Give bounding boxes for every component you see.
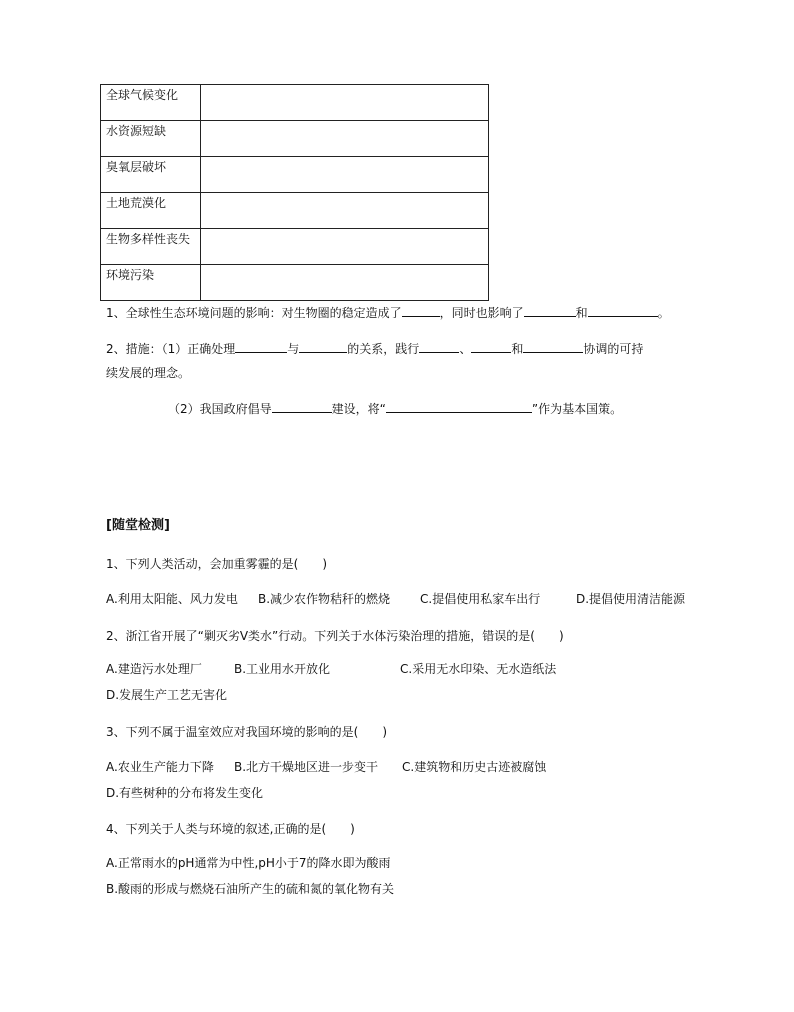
paragraph-measures: 2、措施：（1）正确处理 与 的关系，践行 、 和 协调的可持 xyxy=(106,342,644,356)
table-row xyxy=(101,229,489,265)
row-label: 土地荒漠化 xyxy=(101,193,201,229)
option[interactable]: C.采用无水印染、无水造纸法 xyxy=(400,662,557,676)
option[interactable]: B.北方干燥地区进一步变干 xyxy=(234,760,379,774)
option[interactable]: C.提倡使用私家车出行 xyxy=(420,592,541,606)
fill-blank[interactable] xyxy=(523,340,583,353)
answer-cell[interactable] xyxy=(201,265,489,301)
fill-blank[interactable] xyxy=(299,340,347,353)
answer-cell[interactable] xyxy=(201,157,489,193)
question-options xyxy=(106,850,691,902)
answer-cell[interactable] xyxy=(201,85,489,121)
answer-cell[interactable] xyxy=(201,229,489,265)
row-label: 生物多样性丧失 xyxy=(101,229,201,265)
fill-blank[interactable] xyxy=(272,400,332,413)
question-stem: 1、下列人类活动，会加重雾霾的是( ) xyxy=(106,557,327,571)
question-options xyxy=(106,754,691,806)
row-label: 臭氧层破坏 xyxy=(101,157,201,193)
option[interactable]: D.有些树种的分布将发生变化 xyxy=(106,786,264,800)
option[interactable]: B.减少农作物秸秆的燃烧 xyxy=(258,592,391,606)
table-row xyxy=(101,193,489,229)
option[interactable]: A.利用太阳能、风力发电 xyxy=(106,592,238,606)
question-stem: 4、下列关于人类与环境的叙述,正确的是( ) xyxy=(106,822,355,836)
option[interactable]: D.发展生产工艺无害化 xyxy=(106,688,228,702)
fill-blank[interactable] xyxy=(524,304,576,317)
question-options xyxy=(106,656,691,708)
answer-cell[interactable] xyxy=(201,121,489,157)
option[interactable]: A.建造污水处理厂 xyxy=(106,662,202,676)
fill-blank[interactable] xyxy=(402,304,440,317)
question-stem: 2、浙江省开展了“剿灭劣Ⅴ类水”行动。下列关于水体污染治理的措施，错误的是( ) xyxy=(106,629,564,643)
paragraph-measures-cont: 续发展的理念。 xyxy=(106,366,191,380)
paragraph-policy: （2）我国政府倡导 建设，将“ ”作为基本国策。 xyxy=(168,402,623,416)
row-label: 水资源短缺 xyxy=(101,121,201,157)
question-stem: 3、下列不属于温室效应对我国环境的影响的是( ) xyxy=(106,725,388,739)
table-row xyxy=(101,157,489,193)
fill-blank[interactable] xyxy=(471,340,511,353)
row-label: 环境污染 xyxy=(101,265,201,301)
table-row xyxy=(101,121,489,157)
table-row xyxy=(101,265,489,301)
table-row xyxy=(101,85,489,121)
option[interactable]: C.建筑物和历史古迹被腐蚀 xyxy=(402,760,547,774)
option[interactable]: A.农业生产能力下降 xyxy=(106,760,214,774)
option[interactable]: A.正常雨水的pH通常为中性,pH小于7的降水即为酸雨 xyxy=(106,856,391,870)
environment-issues-table xyxy=(100,84,489,301)
fill-blank[interactable] xyxy=(419,340,459,353)
section-title: [随堂检测] xyxy=(106,518,170,533)
option[interactable]: B.工业用水开放化 xyxy=(234,662,331,676)
fill-blank[interactable] xyxy=(588,304,658,317)
option[interactable]: D.提倡使用清洁能源 xyxy=(576,592,686,606)
paragraph-impact: 1、全球性生态环境问题的影响：对生物圈的稳定造成了 ，同时也影响了 和 。 xyxy=(106,306,670,320)
question-options xyxy=(106,586,691,612)
answer-cell[interactable] xyxy=(201,193,489,229)
row-label: 全球气候变化 xyxy=(101,85,201,121)
option[interactable]: B.酸雨的形成与燃烧石油所产生的硫和氮的氧化物有关 xyxy=(106,882,395,896)
fill-blank[interactable] xyxy=(386,400,532,413)
fill-blank[interactable] xyxy=(235,340,287,353)
